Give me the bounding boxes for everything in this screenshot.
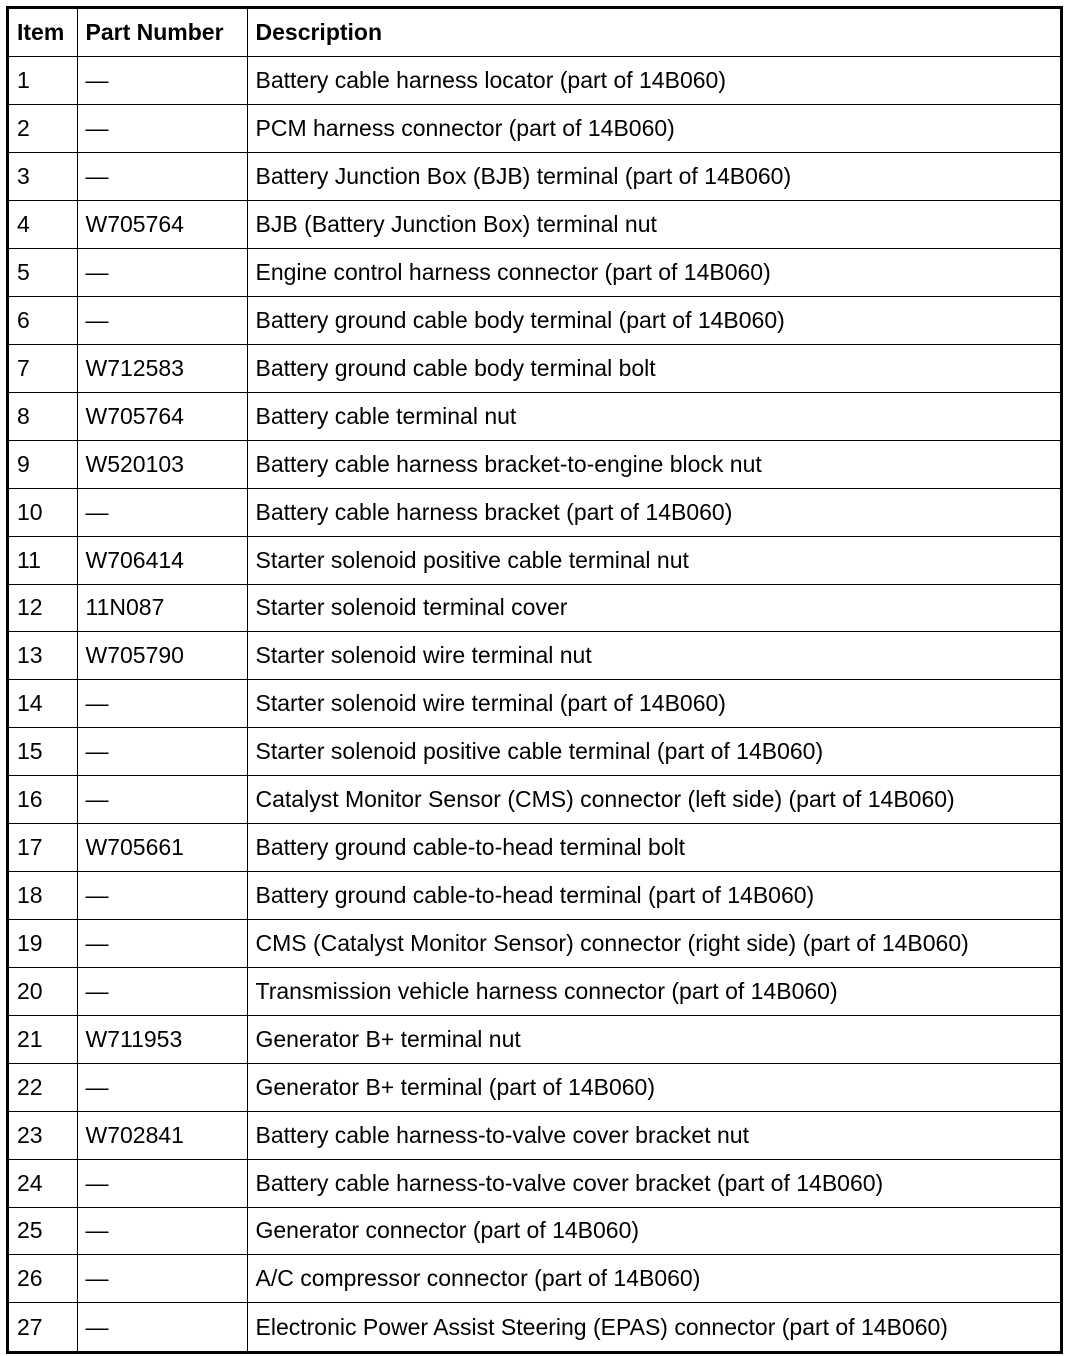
cell-item: 20 bbox=[9, 967, 77, 1015]
cell-part-number: — bbox=[77, 872, 247, 920]
table-row bbox=[9, 201, 1060, 249]
parts-table-frame bbox=[6, 6, 1063, 1354]
cell-description: Battery ground cable body terminal bolt bbox=[247, 344, 1060, 392]
cell-part-number: W705764 bbox=[77, 201, 247, 249]
cell-description: Battery ground cable-to-head terminal (part of 14B060) bbox=[247, 872, 1060, 920]
cell-part-number: — bbox=[77, 297, 247, 345]
table-row bbox=[9, 1015, 1060, 1063]
cell-description: Generator connector (part of 14B060) bbox=[247, 1207, 1060, 1255]
cell-description: Battery Junction Box (BJB) terminal (part of 14B060) bbox=[247, 153, 1060, 201]
cell-item: 23 bbox=[9, 1111, 77, 1159]
cell-item: 8 bbox=[9, 392, 77, 440]
cell-part-number: W705661 bbox=[77, 824, 247, 872]
cell-item: 7 bbox=[9, 344, 77, 392]
cell-item: 2 bbox=[9, 105, 77, 153]
parts-table bbox=[9, 9, 1060, 1351]
cell-item: 4 bbox=[9, 201, 77, 249]
cell-part-number: W705764 bbox=[77, 392, 247, 440]
table-body bbox=[9, 57, 1060, 1351]
table-row bbox=[9, 297, 1060, 345]
cell-part-number: — bbox=[77, 1063, 247, 1111]
cell-item: 26 bbox=[9, 1255, 77, 1303]
table-row bbox=[9, 488, 1060, 536]
table-row bbox=[9, 392, 1060, 440]
cell-part-number: — bbox=[77, 919, 247, 967]
cell-part-number: — bbox=[77, 105, 247, 153]
cell-part-number: W705790 bbox=[77, 632, 247, 680]
cell-item: 21 bbox=[9, 1015, 77, 1063]
cell-description: Battery cable harness-to-valve cover bracket (part of 14B060) bbox=[247, 1159, 1060, 1207]
cell-part-number: W712583 bbox=[77, 344, 247, 392]
cell-description: Battery cable harness-to-valve cover bracket nut bbox=[247, 1111, 1060, 1159]
cell-description: A/C compressor connector (part of 14B060) bbox=[247, 1255, 1060, 1303]
cell-item: 15 bbox=[9, 728, 77, 776]
table-row bbox=[9, 1255, 1060, 1303]
cell-item: 9 bbox=[9, 440, 77, 488]
cell-part-number: — bbox=[77, 1207, 247, 1255]
header-part-number: Part Number bbox=[77, 9, 247, 57]
cell-part-number: — bbox=[77, 680, 247, 728]
cell-part-number: W520103 bbox=[77, 440, 247, 488]
table-row bbox=[9, 680, 1060, 728]
cell-item: 6 bbox=[9, 297, 77, 345]
cell-item: 22 bbox=[9, 1063, 77, 1111]
cell-item: 10 bbox=[9, 488, 77, 536]
cell-part-number: — bbox=[77, 153, 247, 201]
cell-description: Generator B+ terminal (part of 14B060) bbox=[247, 1063, 1060, 1111]
table-row bbox=[9, 1159, 1060, 1207]
cell-item: 5 bbox=[9, 249, 77, 297]
cell-part-number: 11N087 bbox=[77, 584, 247, 632]
cell-item: 24 bbox=[9, 1159, 77, 1207]
table-header-row bbox=[9, 9, 1060, 57]
cell-part-number: W702841 bbox=[77, 1111, 247, 1159]
table-row bbox=[9, 632, 1060, 680]
cell-description: Transmission vehicle harness connector (part of 14B060) bbox=[247, 967, 1060, 1015]
table-row bbox=[9, 536, 1060, 584]
cell-item: 3 bbox=[9, 153, 77, 201]
cell-description: Generator B+ terminal nut bbox=[247, 1015, 1060, 1063]
table-row bbox=[9, 919, 1060, 967]
table-row bbox=[9, 57, 1060, 105]
cell-part-number: W706414 bbox=[77, 536, 247, 584]
cell-part-number: — bbox=[77, 1159, 247, 1207]
header-description: Description bbox=[247, 9, 1060, 57]
header-item: Item bbox=[9, 9, 77, 57]
cell-item: 25 bbox=[9, 1207, 77, 1255]
cell-item: 27 bbox=[9, 1303, 77, 1351]
cell-description: BJB (Battery Junction Box) terminal nut bbox=[247, 201, 1060, 249]
cell-item: 17 bbox=[9, 824, 77, 872]
table-row bbox=[9, 249, 1060, 297]
table-row bbox=[9, 872, 1060, 920]
cell-description: Starter solenoid positive cable terminal (part of 14B060) bbox=[247, 728, 1060, 776]
cell-item: 14 bbox=[9, 680, 77, 728]
cell-item: 1 bbox=[9, 57, 77, 105]
cell-part-number: — bbox=[77, 1255, 247, 1303]
table-row bbox=[9, 1111, 1060, 1159]
table-row bbox=[9, 440, 1060, 488]
cell-description: CMS (Catalyst Monitor Sensor) connector (right side) (part of 14B060) bbox=[247, 919, 1060, 967]
cell-part-number: — bbox=[77, 728, 247, 776]
cell-item: 11 bbox=[9, 536, 77, 584]
cell-part-number: — bbox=[77, 249, 247, 297]
cell-item: 19 bbox=[9, 919, 77, 967]
table-row bbox=[9, 584, 1060, 632]
cell-part-number: — bbox=[77, 488, 247, 536]
table-row bbox=[9, 1303, 1060, 1351]
table-row bbox=[9, 776, 1060, 824]
cell-item: 16 bbox=[9, 776, 77, 824]
cell-part-number: — bbox=[77, 1303, 247, 1351]
cell-description: Starter solenoid wire terminal nut bbox=[247, 632, 1060, 680]
cell-part-number: W711953 bbox=[77, 1015, 247, 1063]
cell-item: 12 bbox=[9, 584, 77, 632]
cell-description: Starter solenoid wire terminal (part of 14B060) bbox=[247, 680, 1060, 728]
cell-item: 13 bbox=[9, 632, 77, 680]
table-row bbox=[9, 967, 1060, 1015]
cell-description: Battery cable harness bracket-to-engine block nut bbox=[247, 440, 1060, 488]
cell-description: Battery ground cable-to-head terminal bolt bbox=[247, 824, 1060, 872]
cell-part-number: — bbox=[77, 57, 247, 105]
cell-description: Battery cable harness locator (part of 14B060) bbox=[247, 57, 1060, 105]
table-row bbox=[9, 824, 1060, 872]
table-row bbox=[9, 153, 1060, 201]
table-row bbox=[9, 1063, 1060, 1111]
cell-description: Starter solenoid positive cable terminal nut bbox=[247, 536, 1060, 584]
cell-item: 18 bbox=[9, 872, 77, 920]
table-row bbox=[9, 728, 1060, 776]
table-row bbox=[9, 344, 1060, 392]
cell-description: PCM harness connector (part of 14B060) bbox=[247, 105, 1060, 153]
cell-description: Battery cable harness bracket (part of 14B060) bbox=[247, 488, 1060, 536]
cell-description: Catalyst Monitor Sensor (CMS) connector (left side) (part of 14B060) bbox=[247, 776, 1060, 824]
cell-description: Engine control harness connector (part of 14B060) bbox=[247, 249, 1060, 297]
cell-part-number: — bbox=[77, 776, 247, 824]
cell-description: Battery ground cable body terminal (part of 14B060) bbox=[247, 297, 1060, 345]
cell-description: Battery cable terminal nut bbox=[247, 392, 1060, 440]
cell-part-number: — bbox=[77, 967, 247, 1015]
table-row bbox=[9, 105, 1060, 153]
table-row bbox=[9, 1207, 1060, 1255]
cell-description: Starter solenoid terminal cover bbox=[247, 584, 1060, 632]
cell-description: Electronic Power Assist Steering (EPAS) connector (part of 14B060) bbox=[247, 1303, 1060, 1351]
